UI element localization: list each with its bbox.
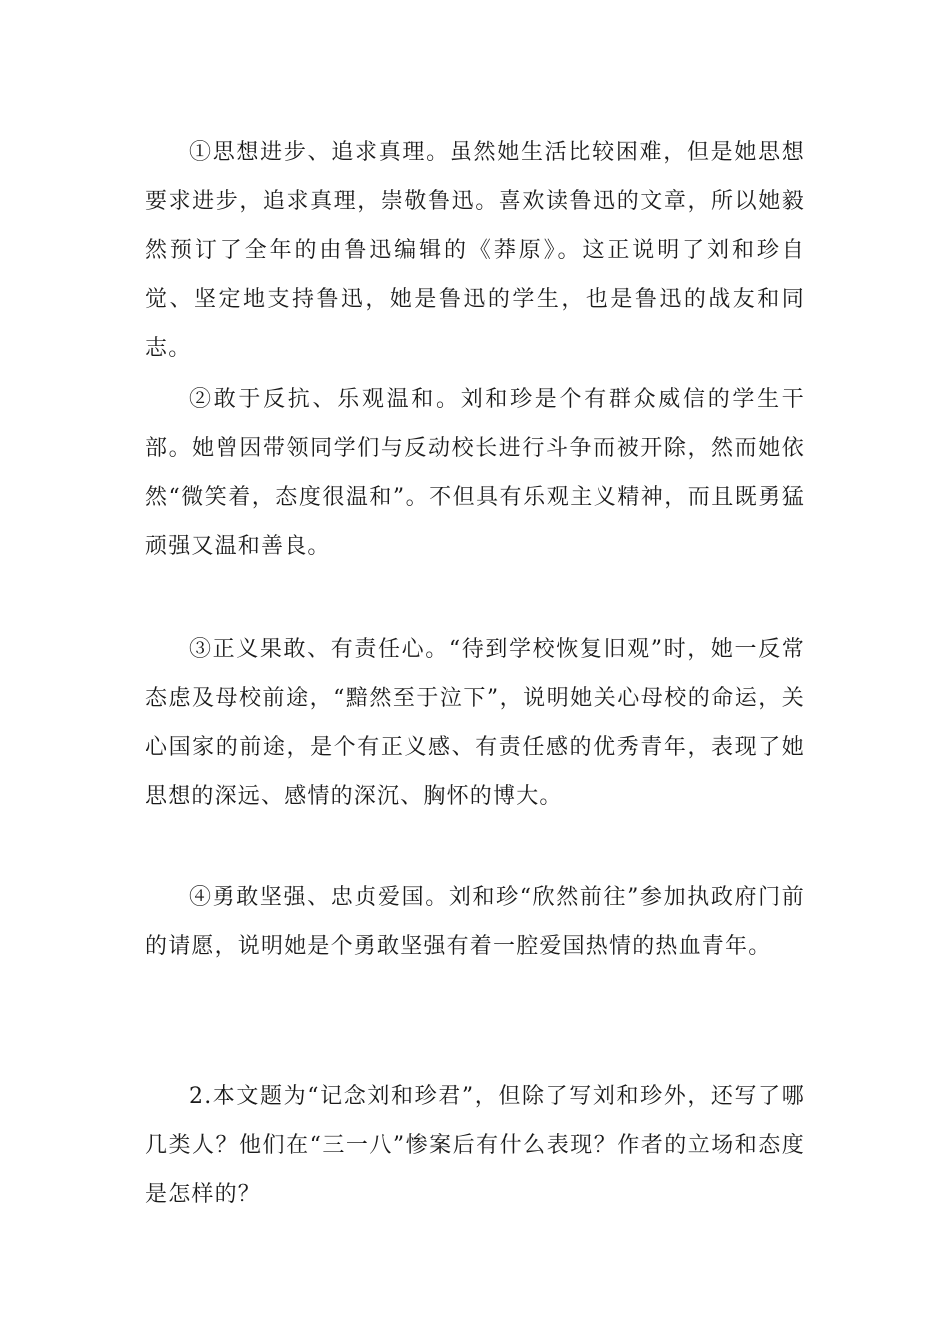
paragraph-point-2: ②敢于反抗、乐观温和。刘和珍是个有群众威信的学生干部。她曾因带领同学们与反动校长进行斗争而被开除，然而她依然“微笑着，态度很温和”。不但具有乐观主义精神，而且既勇猛顽强又温和善良。 <box>145 387 805 559</box>
paragraph-point-3: ③正义果敢、有责任心。“待到学校恢复旧观”时，她一反常态虑及母校前途，“黯然至于泣下”，说明她关心母校的命运，关心国家的前途，是个有正义感、有责任感的优秀青年，表现了她思想的深远、感情的深沉、胸怀的博大。 <box>145 637 805 809</box>
question-2: 2.本文题为“记念刘和珍君”，但除了写刘和珍外，还写了哪几类人？他们在“三一八”惨案后有什么表现？作者的立场和态度是怎样的？ <box>145 1084 805 1207</box>
paragraph-point-4: ④勇敢坚强、忠贞爱国。刘和珍“欣然前往”参加执政府门前的请愿，说明她是个勇敢坚强有着一腔爱国热情的热血青年。 <box>145 885 805 959</box>
paragraph-point-1: ①思想进步、追求真理。虽然她生活比较困难，但是她思想要求进步，追求真理，崇敬鲁迅。喜欢读鲁迅的文章，所以她毅然预订了全年的由鲁迅编辑的《莽原》。这正说明了刘和珍自觉、坚定地支持鲁迅，她是鲁迅的学生，也是鲁迅的战友和同志。 <box>145 140 805 361</box>
